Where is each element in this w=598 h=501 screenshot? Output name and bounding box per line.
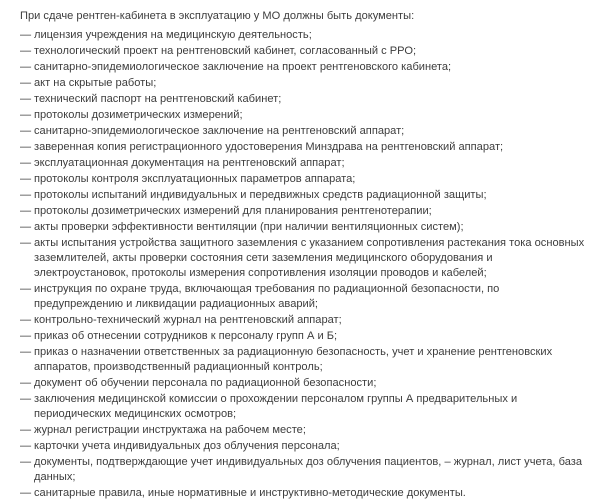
list-item: — приказ о назначении ответственных за радиационную безопасность, учет и хранение рентгеновских аппаратов, производственный радиационный контроль;	[20, 345, 590, 375]
list-item: — протоколы контроля эксплуатационных параметров аппарата;	[20, 172, 590, 187]
list-item: — заверенная копия регистрационного удостоверения Минздрава на рентгеновский аппарат;	[20, 140, 590, 155]
list-item: — санитарно-эпидемиологическое заключение на проект рентгеновского кабинета;	[20, 60, 590, 75]
list-item: — акты испытания устройства защитного заземления с указанием сопротивления растекания тока основных заземлителей, акты проверки состояния сети заземления медицинского оборудования и электроустановок, протоколы измерения сопротивления изоляции проводов и кабелей;	[20, 236, 590, 281]
list-item: — санитарные правила, иные нормативные и инструктивно-методические документы.	[20, 486, 590, 501]
list-item: — инструкция по охране труда, включающая требования по радиационной безопасности, по предупреждению и ликвидации радиационных аварий;	[20, 282, 590, 312]
list-item: — карточки учета индивидуальных доз облучения персонала;	[20, 439, 590, 454]
intro-text: При сдаче рентген-кабинета в эксплуатацию у МО должны быть документы:	[20, 10, 415, 22]
list-item: — документ об обучении персонала по радиационной безопасности;	[20, 376, 590, 391]
list-item: — эксплуатационная документация на рентгеновский аппарат;	[20, 156, 590, 171]
list-item: — акты проверки эффективности вентиляции (при наличии вентиляционных систем);	[20, 220, 590, 235]
list-item: — журнал регистрации инструктажа на рабочем месте;	[20, 423, 590, 438]
required-documents-list	[20, 28, 590, 501]
list-item: — приказ об отнесении сотрудников к персоналу групп А и Б;	[20, 329, 590, 344]
list-item: — документы, подтверждающие учет индивидуальных доз облучения пациентов, – журнал, лист учета, база данных;	[20, 455, 590, 485]
list-item: — протоколы дозиметрических измерений;	[20, 108, 590, 123]
list-item: — санитарно-эпидемиологическое заключение на рентгеновский аппарат;	[20, 124, 590, 139]
list-item: — протоколы испытаний индивидуальных и передвижных средств радиационной защиты;	[20, 188, 590, 203]
list-item: — акт на скрытые работы;	[20, 76, 590, 91]
list-item: — заключения медицинской комиссии о прохождении персоналом группы А предварительных и периодических медицинских осмотров;	[20, 392, 590, 422]
list-item: — протоколы дозиметрических измерений для планирования рентгенотерапии;	[20, 204, 590, 219]
list-item: — контрольно-технический журнал на рентгеновский аппарат;	[20, 313, 590, 328]
list-item: — технический паспорт на рентгеновский кабинет;	[20, 92, 590, 107]
list-item: — лицензия учреждения на медицинскую деятельность;	[20, 28, 590, 43]
list-item: — технологический проект на рентгеновский кабинет, согласованный с РРО;	[20, 44, 590, 59]
